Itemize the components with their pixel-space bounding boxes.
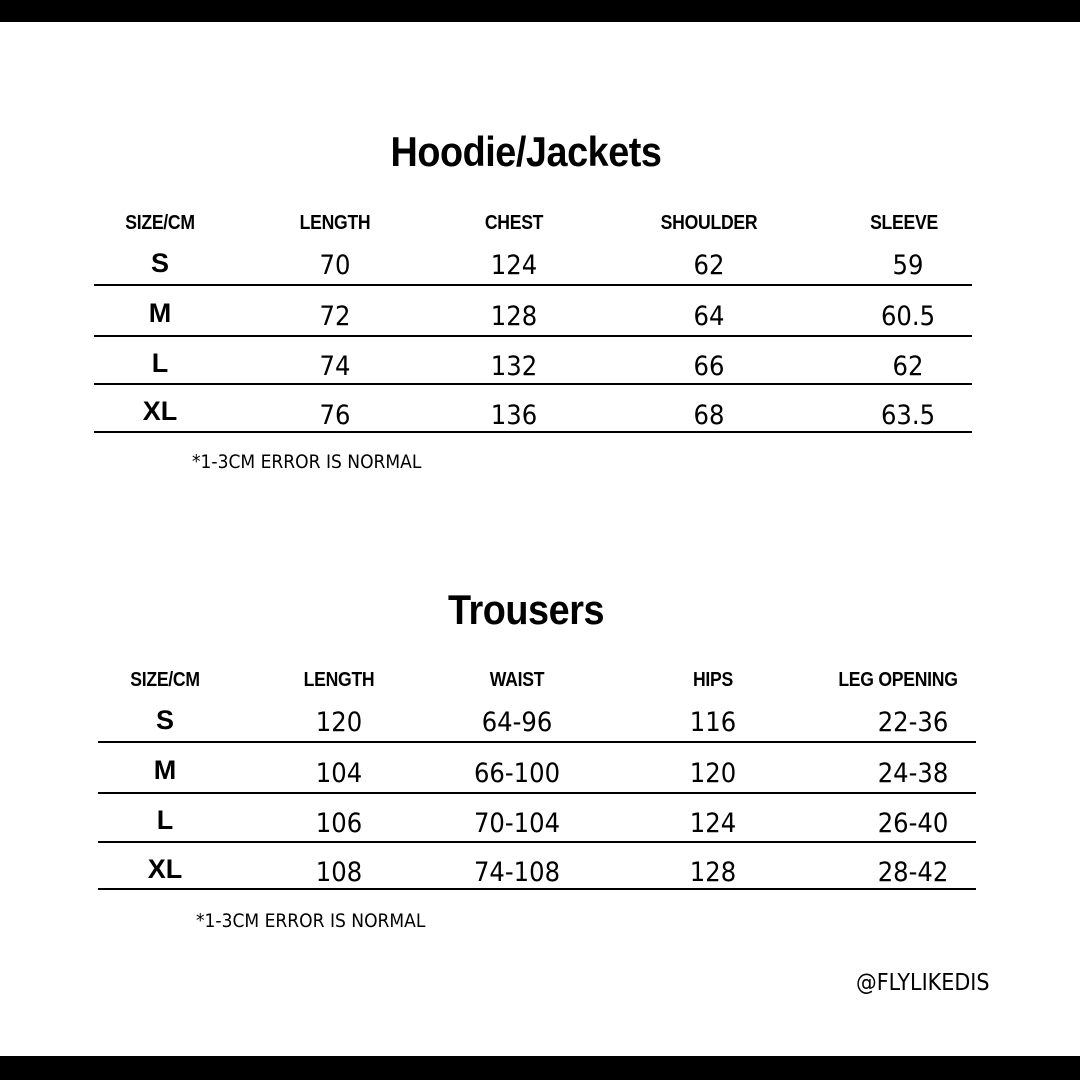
- hips-value: 128: [689, 857, 737, 888]
- size-label: S: [150, 248, 169, 278]
- length-value: 106: [315, 808, 363, 839]
- waist-value: 70-104: [473, 808, 561, 839]
- length-value: 76: [319, 400, 351, 431]
- trousers-error-note: *1-3CM ERROR IS NORMAL: [196, 910, 426, 932]
- leg-opening-value: 28-42: [877, 857, 949, 888]
- hoodie-title: Hoodie/Jackets: [390, 128, 662, 175]
- size-label: XL: [142, 396, 178, 426]
- leg-opening-value: 22-36: [877, 707, 949, 738]
- trousers-header-size: SIZE/CM: [130, 669, 200, 691]
- hips-value: 124: [689, 808, 737, 839]
- trousers-header-hips: HIPS: [692, 669, 734, 691]
- sleeve-value: 62: [892, 351, 924, 382]
- sleeve-value: 60.5: [880, 301, 936, 332]
- hoodie-header-size: SIZE/CM: [125, 212, 195, 234]
- length-value: 70: [319, 250, 351, 281]
- size-label: M: [153, 755, 177, 785]
- shoulder-value: 68: [693, 400, 725, 431]
- hoodie-error-note: *1-3CM ERROR IS NORMAL: [192, 451, 422, 473]
- sleeve-value: 59: [892, 250, 924, 281]
- hoodie-header-shoulder: SHOULDER: [660, 212, 758, 234]
- hoodie-header-sleeve: SLEEVE: [870, 212, 938, 234]
- length-value: 74: [319, 351, 351, 382]
- chest-value: 128: [490, 301, 538, 332]
- sleeve-value: 63.5: [880, 400, 936, 431]
- size-label: L: [156, 805, 174, 835]
- trousers-header-leg-opening: LEG OPENING: [838, 669, 958, 691]
- row-divider: [94, 335, 972, 337]
- row-divider: [98, 792, 976, 794]
- bottom-border-bar: [0, 1056, 1080, 1080]
- shoulder-value: 64: [693, 301, 725, 332]
- row-divider: [94, 431, 972, 433]
- size-label: S: [155, 705, 174, 735]
- waist-value: 66-100: [473, 758, 561, 789]
- brand-handle: @FLYLIKEDIS: [856, 970, 990, 996]
- row-divider: [98, 888, 976, 890]
- length-value: 120: [315, 707, 363, 738]
- length-value: 72: [319, 301, 351, 332]
- length-value: 104: [315, 758, 363, 789]
- hoodie-header-length: LENGTH: [299, 212, 371, 234]
- chest-value: 132: [490, 351, 538, 382]
- waist-value: 64-96: [481, 707, 553, 738]
- shoulder-value: 62: [693, 250, 725, 281]
- hips-value: 120: [689, 758, 737, 789]
- size-label: M: [148, 298, 172, 328]
- trousers-header-length: LENGTH: [303, 669, 375, 691]
- row-divider: [94, 383, 972, 385]
- trousers-title: Trousers: [447, 586, 605, 633]
- hoodie-header-chest: CHEST: [484, 212, 544, 234]
- top-border-bar: [0, 0, 1080, 22]
- leg-opening-value: 24-38: [877, 758, 949, 789]
- shoulder-value: 66: [693, 351, 725, 382]
- chest-value: 124: [490, 250, 538, 281]
- length-value: 108: [315, 857, 363, 888]
- trousers-header-waist: WAIST: [489, 669, 545, 691]
- hips-value: 116: [689, 707, 737, 738]
- waist-value: 74-108: [473, 857, 561, 888]
- size-label: XL: [147, 854, 183, 884]
- row-divider: [98, 841, 976, 843]
- row-divider: [98, 741, 976, 743]
- leg-opening-value: 26-40: [877, 808, 949, 839]
- chest-value: 136: [490, 400, 538, 431]
- size-label: L: [151, 348, 169, 378]
- row-divider: [94, 284, 972, 286]
